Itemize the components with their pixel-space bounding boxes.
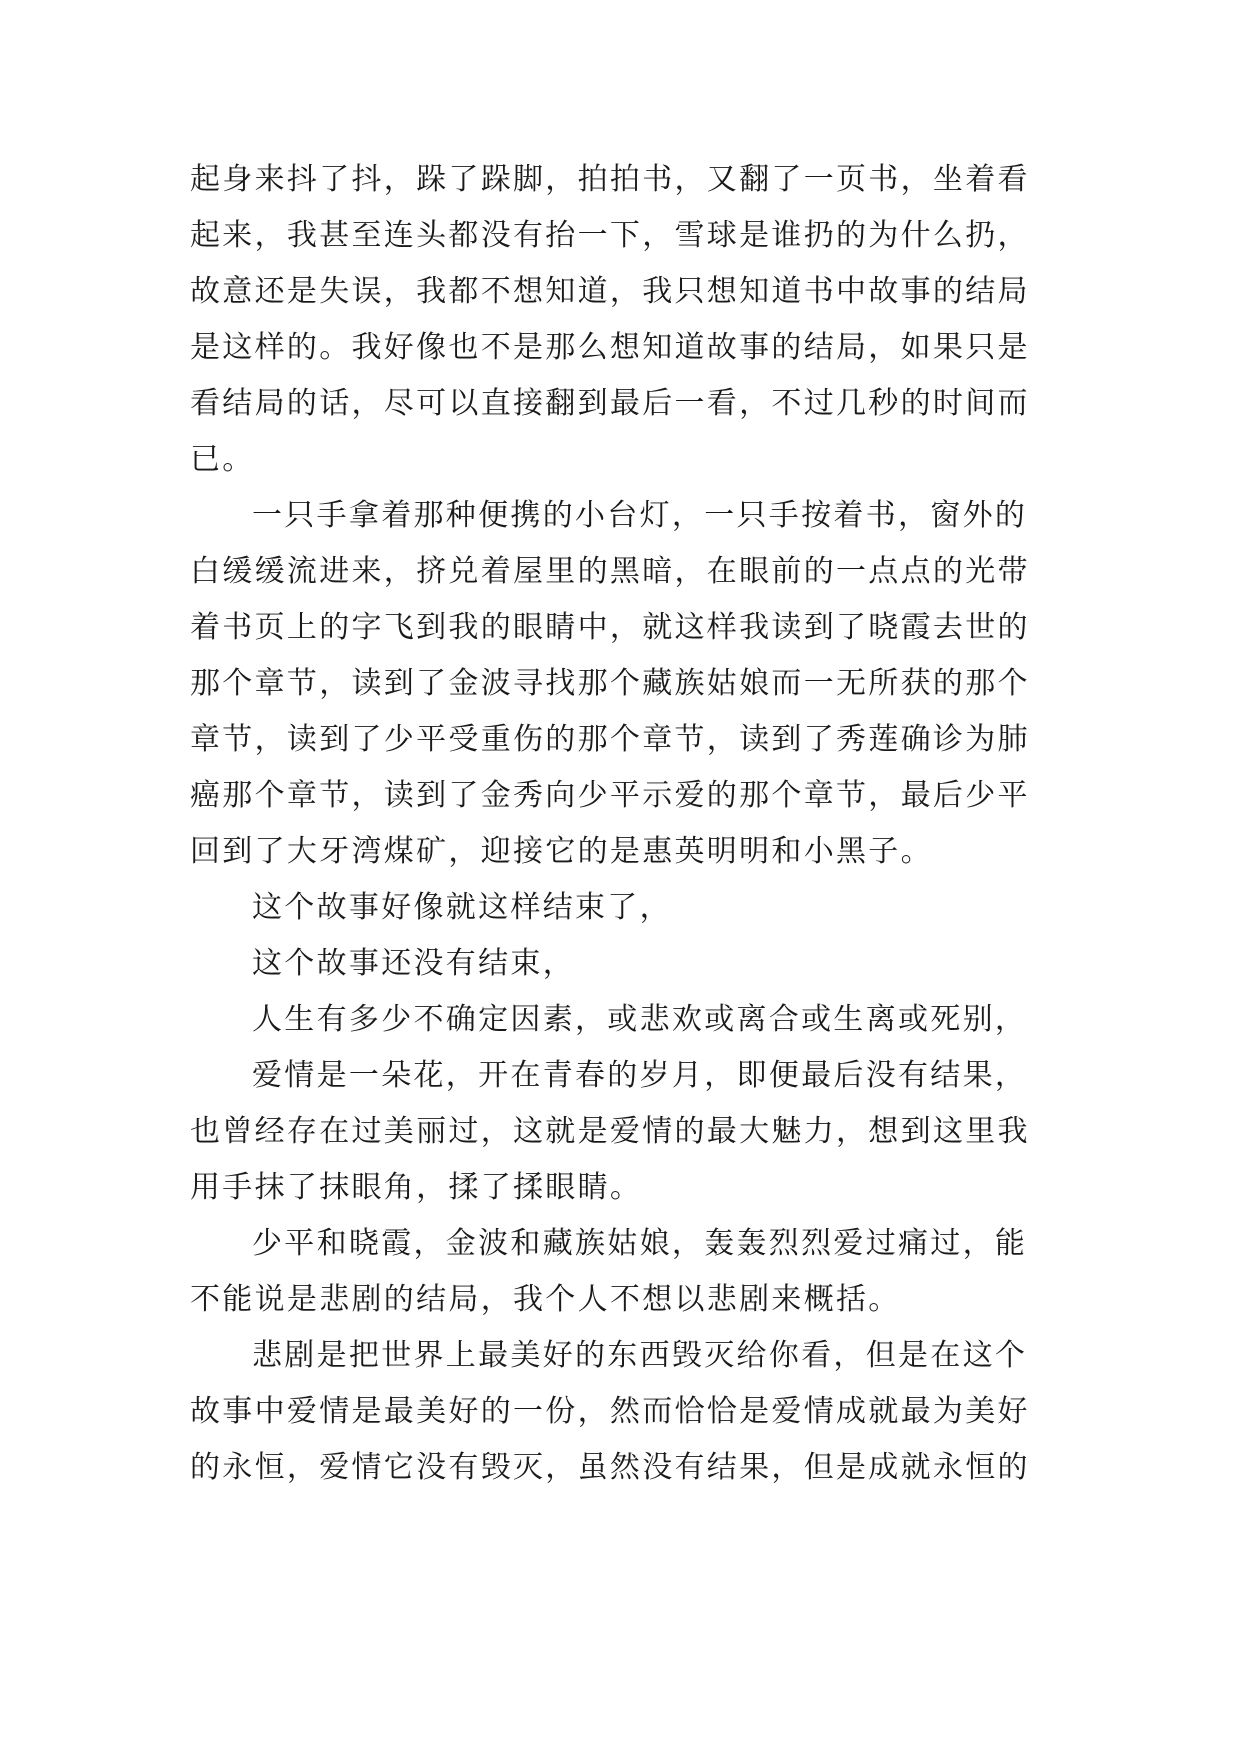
text-line: 故意还是失误，我都不想知道，我只想知道书中故事的结局 [190,274,1030,309]
text-line: 白缓缓流进来，挤兑着屋里的黑暗，在眼前的一点点的光带 [190,554,1030,589]
text-line: 那个章节，读到了金波寻找那个藏族姑娘而一无所获的那个 [190,666,1030,701]
paragraph-start-line: 这个故事好像就这样结束了， [252,890,672,925]
document-page [190,152,1060,1496]
text-line: 用手抹了抹眼角，揉了揉眼睛。 [190,1170,643,1205]
text-line: 章节，读到了少平受重伤的那个章节，读到了秀莲确诊为肺 [190,722,1030,757]
text-line: 回到了大牙湾煤矿，迎接它的是惠英明明和小黑子。 [190,834,933,869]
paragraph-start-line: 一只手拿着那种便携的小台灯，一只手按着书，窗外的 [252,498,1028,533]
paragraph-start-line: 这个故事还没有结束， [252,946,575,981]
text-line: 起身来抖了抖，跺了跺脚，拍拍书，又翻了一页书，坐着看 [190,162,1030,197]
text-line: 的永恒，爱情它没有毁灭，虽然没有结果，但是成就永恒的 [190,1450,1030,1485]
text-line: 也曾经存在过美丽过，这就是爱情的最大魅力，想到这里我 [190,1114,1030,1149]
text-line: 是这样的。我好像也不是那么想知道故事的结局，如果只是 [190,330,1030,365]
text-line: 不能说是悲剧的结局，我个人不想以悲剧来概括。 [190,1282,901,1317]
text-line: 起来，我甚至连头都没有抬一下，雪球是谁扔的为什么扔， [190,218,1030,253]
text-line: 故事中爱情是最美好的一份，然而恰恰是爱情成就最为美好 [190,1394,1030,1429]
paragraph-start-line: 爱情是一朵花，开在青春的岁月，即便最后没有结果， [252,1058,1028,1093]
text-line: 癌那个章节，读到了金秀向少平示爱的那个章节，最后少平 [190,778,1030,813]
paragraph-start-line: 人生有多少不确定因素，或悲欢或离合或生离或死别， [252,1002,1028,1037]
text-line: 着书页上的字飞到我的眼睛中，就这样我读到了晓霞去世的 [190,610,1030,645]
paragraph-start-line: 少平和晓霞，金波和藏族姑娘，轰轰烈烈爱过痛过，能 [252,1226,1028,1261]
text-line: 看结局的话，尽可以直接翻到最后一看，不过几秒的时间而 [190,386,1030,421]
paragraph-start-line: 悲剧是把世界上最美好的东西毁灭给你看，但是在这个 [252,1338,1028,1373]
text-line: 已。 [190,442,255,477]
